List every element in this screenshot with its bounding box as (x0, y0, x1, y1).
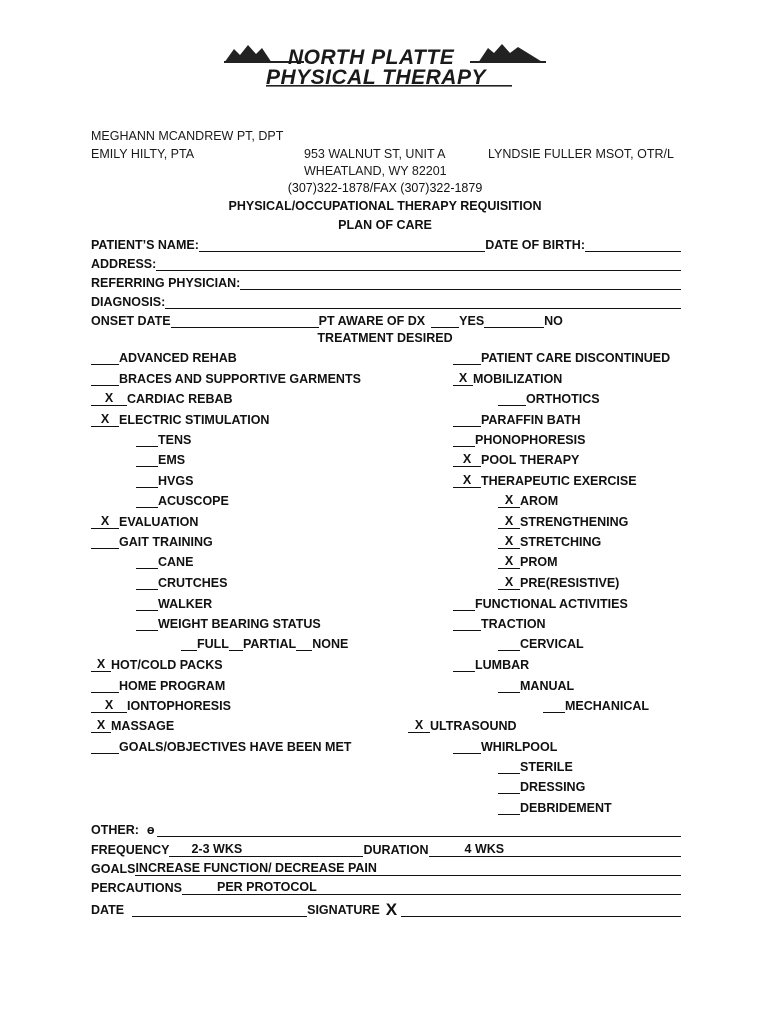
other-row (91, 820, 681, 837)
checklist-item-phonophoresis (453, 433, 585, 447)
ultrasound-check-mark: X (414, 718, 424, 732)
pool-therapy-checkbox-blank[interactable] (453, 453, 481, 467)
checklist-item-traction (453, 617, 546, 631)
checklist-item-manual (498, 679, 574, 693)
duration-value: 4 WKS (464, 842, 505, 856)
checklist-item-stretching (498, 535, 601, 549)
walker-checkbox-blank[interactable] (136, 597, 158, 611)
address-label: ADDRESS: (91, 257, 157, 271)
mobilization-checkbox-blank[interactable] (453, 372, 473, 386)
advanced-rehab-checkbox-blank[interactable] (91, 351, 119, 365)
goals-objectives-have-been-met-checkbox-blank[interactable] (91, 740, 119, 754)
paraffin-bath-checkbox-blank[interactable] (453, 413, 481, 427)
address-row (91, 254, 681, 271)
full-label: FULL (197, 637, 229, 651)
gait-training-label: GAIT TRAINING (119, 535, 213, 549)
frequency-label: FREQUENCY (91, 843, 170, 857)
strengthening-checkbox-blank[interactable] (498, 515, 520, 529)
checklist-item-functional-activities (453, 597, 628, 611)
precautions-row (91, 878, 681, 895)
walker-label: WALKER (158, 597, 213, 611)
full-blank[interactable] (181, 637, 197, 651)
evaluation-label: EVALUATION (119, 515, 199, 529)
signature-field[interactable] (401, 902, 681, 917)
debridement-label: DEBRIDEMENT (520, 801, 612, 815)
electric-stimulation-checkbox-blank[interactable] (91, 413, 119, 427)
iontophoresis-check-mark: X (104, 698, 114, 712)
checklist-item-dressing (498, 780, 585, 794)
checklist-item-weight-bearing-status (136, 617, 321, 631)
hot-cold-packs-check-mark: X (96, 657, 106, 671)
dob-field[interactable] (585, 237, 681, 252)
patient-care-discontinued-label: PATIENT CARE DISCONTINUED (481, 351, 671, 365)
iontophoresis-label: IONTOPHORESIS (127, 699, 231, 713)
checklist-item-gait-training (91, 535, 213, 549)
checklist-item-strengthening (498, 515, 628, 529)
strengthening-label: STRENGTHENING (520, 515, 629, 529)
electric-stimulation-label: ELECTRIC STIMULATION (119, 413, 270, 427)
cardiac-rebab-label: CARDIAC REBAB (127, 392, 233, 406)
referring-physician-label: REFERRING PHYSICIAN: (91, 276, 241, 290)
duration-field[interactable] (429, 842, 681, 857)
checklist-item-therapeutic-exercise (453, 474, 637, 488)
yes-label: YES (459, 314, 485, 328)
checklist-item-debridement (498, 801, 612, 815)
checklist-item-mechanical (543, 699, 649, 713)
treatment-header: TREATMENT DESIRED (317, 331, 453, 345)
signature-label: SIGNATURE (307, 903, 380, 917)
dob-label: DATE OF BIRTH: (485, 238, 585, 252)
stretching-checkbox-blank[interactable] (498, 535, 520, 549)
checklist-item-orthotics (498, 392, 600, 406)
cane-label: CANE (158, 555, 194, 569)
checklist-item-massage (91, 719, 174, 733)
precautions-value: PER PROTOCOL (216, 880, 317, 894)
no-label: NO (544, 314, 563, 328)
onset-date-field[interactable] (171, 313, 319, 328)
goals-value: INCREASE FUNCTION/ DECREASE PAIN (135, 861, 377, 875)
partial-blank[interactable] (229, 637, 243, 651)
phone-fax: (307)322-1878/FAX (307)322-1879 (287, 181, 483, 195)
hot-cold-packs-label: HOT/COLD PACKS (111, 658, 223, 672)
checklist-item-hot-cold-packs (91, 658, 223, 672)
checklist-item-lumbar (453, 658, 529, 672)
weight-bearing-status-checkbox-blank[interactable] (136, 617, 158, 631)
lumbar-label: LUMBAR (475, 658, 530, 672)
crutches-label: CRUTCHES (158, 576, 228, 590)
sterile-checkbox-blank[interactable] (498, 760, 520, 774)
crutches-checkbox-blank[interactable] (136, 576, 158, 590)
arom-label: AROM (520, 494, 559, 508)
checklist-item-pool-therapy (453, 453, 579, 467)
whirlpool-label: WHIRLPOOL (481, 740, 558, 754)
electric-stimulation-check-mark: X (100, 412, 110, 426)
frequency-field[interactable] (169, 842, 363, 857)
prom-label: PROM (520, 555, 558, 569)
mechanical-checkbox-blank[interactable] (543, 699, 565, 713)
checklist-item-walker (136, 597, 212, 611)
checklist-item-mobilization (453, 372, 562, 386)
checklist-item-goals-objectives-have-been-met (91, 740, 351, 754)
checklist-item-hvgs (136, 474, 193, 488)
other-mark: ɵ (146, 823, 155, 837)
home-program-checkbox-blank[interactable] (91, 679, 119, 693)
mobilization-label: MOBILIZATION (473, 372, 563, 386)
staff-name-3: LYNDSIE FULLER MSOT, OTR/L (488, 147, 674, 161)
braces-and-supportive-garments-label: BRACES AND SUPPORTIVE GARMENTS (119, 372, 361, 386)
patient-name-row (91, 235, 681, 252)
hot-cold-packs-checkbox-blank[interactable] (91, 658, 111, 672)
checklist-item-arom (498, 494, 558, 508)
checklist-item-tens (136, 433, 191, 447)
dressing-checkbox-blank[interactable] (498, 780, 520, 794)
date-signature-row (91, 900, 681, 917)
cane-checkbox-blank[interactable] (136, 555, 158, 569)
referring-physician-field[interactable] (240, 275, 681, 290)
evaluation-checkbox-blank[interactable] (91, 515, 119, 529)
other-field[interactable] (157, 822, 681, 837)
frequency-row (91, 840, 681, 857)
cardiac-rebab-checkbox-blank[interactable] (91, 392, 127, 406)
ems-label: EMS (158, 453, 186, 467)
referring-row (91, 273, 681, 290)
precautions-label: PERCAUTIONS (91, 881, 182, 895)
frequency-value: 2-3 WKS (191, 842, 243, 856)
debridement-checkbox-blank[interactable] (498, 801, 520, 815)
no-blank[interactable] (484, 313, 544, 328)
arom-checkbox-blank[interactable] (498, 494, 520, 508)
diagnosis-field[interactable] (165, 294, 681, 309)
other-label: OTHER: (91, 823, 139, 837)
arom-check-mark: X (504, 493, 514, 507)
address-field[interactable] (156, 256, 681, 271)
checklist-item-ems (136, 453, 185, 467)
manual-checkbox-blank[interactable] (498, 679, 520, 693)
checklist-item-patient-care-discontinued (453, 351, 670, 365)
stretching-check-mark: X (504, 534, 514, 548)
home-program-label: HOME PROGRAM (119, 679, 226, 693)
strengthening-check-mark: X (504, 514, 514, 528)
tens-checkbox-blank[interactable] (136, 433, 158, 447)
advanced-rehab-label: ADVANCED REHAB (119, 351, 237, 365)
diagnosis-label: DIAGNOSIS: (91, 295, 166, 309)
mobilization-check-mark: X (458, 371, 468, 385)
checklist-item-evaluation (91, 515, 198, 529)
phonophoresis-checkbox-blank[interactable] (453, 433, 475, 447)
pool-therapy-label: POOL THERAPY (481, 453, 580, 467)
checklist-item-ultrasound (408, 719, 517, 733)
weight-bearing-status-label: WEIGHT BEARING STATUS (158, 617, 321, 631)
checklist-item-paraffin-bath (453, 413, 581, 427)
none-label: NONE (312, 637, 349, 651)
functional-activities-label: FUNCTIONAL ACTIVITIES (475, 597, 628, 611)
phonophoresis-label: PHONOPHORESIS (475, 433, 586, 447)
checklist-item-cane (136, 555, 193, 569)
checklist-item-whirlpool (453, 740, 557, 754)
massage-checkbox-blank[interactable] (91, 719, 111, 733)
goals-field[interactable] (135, 861, 681, 876)
lumbar-checkbox-blank[interactable] (453, 658, 475, 672)
checklist-item-braces-and-supportive-garments (91, 372, 361, 386)
logo-line-2: PHYSICAL THERAPY (266, 66, 486, 89)
ultrasound-label: ULTRASOUND (430, 719, 517, 733)
partial-label: PARTIAL (242, 637, 297, 651)
manual-label: MANUAL (520, 679, 575, 693)
sterile-label: STERILE (520, 760, 573, 774)
functional-activities-checkbox-blank[interactable] (453, 597, 475, 611)
company-logo (220, 40, 550, 92)
orthotics-checkbox-blank[interactable] (498, 392, 526, 406)
logo-line-1: NORTH PLATTE (288, 46, 455, 69)
pre-resistive-check-mark: X (504, 575, 514, 589)
weight-bearing-options (181, 637, 348, 651)
massage-label: MASSAGE (111, 719, 175, 733)
precautions-field[interactable] (182, 880, 681, 895)
duration-label: DURATION (363, 843, 429, 857)
form-subtitle: PLAN OF CARE (338, 218, 432, 232)
checklist-item-electric-stimulation (91, 413, 269, 427)
pre-resistive-checkbox-blank[interactable] (498, 576, 520, 590)
date-field[interactable] (132, 902, 307, 917)
iontophoresis-checkbox-blank[interactable] (91, 699, 127, 713)
address-line-2: WHEATLAND, WY 82201 (304, 164, 447, 178)
goals-label: GOALS (91, 862, 136, 876)
checklist-item-iontophoresis (91, 699, 231, 713)
gait-training-checkbox-blank[interactable] (91, 535, 119, 549)
checklist-item-acuscope (136, 494, 229, 508)
patient-care-discontinued-checkbox-blank[interactable] (453, 351, 481, 365)
staff-name-2: EMILY HILTY, PTA (91, 147, 195, 161)
address-line-1: 953 WALNUT ST, UNIT A (304, 147, 446, 161)
ultrasound-checkbox-blank[interactable] (408, 719, 430, 733)
whirlpool-checkbox-blank[interactable] (453, 740, 481, 754)
massage-check-mark: X (96, 718, 106, 732)
orthotics-label: ORTHOTICS (526, 392, 600, 406)
onset-row (91, 311, 681, 328)
cervical-checkbox-blank[interactable] (498, 637, 520, 651)
checklist-item-cervical (498, 637, 584, 651)
none-blank[interactable] (296, 637, 312, 651)
therapeutic-exercise-checkbox-blank[interactable] (453, 474, 481, 488)
pre-resistive-label: PRE(RESISTIVE) (520, 576, 620, 590)
checklist-item-advanced-rehab (91, 351, 237, 365)
mechanical-label: MECHANICAL (565, 699, 650, 713)
pool-therapy-check-mark: X (462, 452, 472, 466)
date-label: DATE (91, 903, 125, 917)
form-title: PHYSICAL/OCCUPATIONAL THERAPY REQUISITION (228, 199, 542, 213)
acuscope-checkbox-blank[interactable] (136, 494, 158, 508)
checklist-item-pre-resistive (498, 576, 619, 590)
patient-name-label: PATIENT’S NAME: (91, 238, 199, 252)
patient-name-field[interactable] (199, 237, 485, 252)
cardiac-rebab-check-mark: X (104, 391, 114, 405)
staff-name-1: MEGHANN MCANDREW PT, DPT (91, 129, 284, 143)
checklist-item-home-program (91, 679, 225, 693)
prom-checkbox-blank[interactable] (498, 555, 520, 569)
tens-label: TENS (158, 433, 192, 447)
braces-and-supportive-garments-checkbox-blank[interactable] (91, 372, 119, 386)
therapeutic-exercise-label: THERAPEUTIC EXERCISE (481, 474, 637, 488)
checklist-item-cardiac-rebab (91, 392, 233, 406)
dressing-label: DRESSING (520, 780, 586, 794)
onset-date-label: ONSET DATE (91, 314, 171, 328)
checklist-item-prom (498, 555, 558, 569)
traction-label: TRACTION (481, 617, 546, 631)
stretching-label: STRETCHING (520, 535, 602, 549)
diagnosis-row (91, 292, 681, 309)
signature-x-mark: X (385, 900, 398, 919)
yes-blank[interactable] (431, 313, 459, 328)
paraffin-bath-label: PARAFFIN BATH (481, 413, 581, 427)
goals-objectives-have-been-met-label: GOALS/OBJECTIVES HAVE BEEN MET (119, 740, 352, 754)
evaluation-check-mark: X (100, 514, 110, 528)
cervical-label: CERVICAL (520, 637, 584, 651)
hvgs-checkbox-blank[interactable] (136, 474, 158, 488)
prom-check-mark: X (504, 554, 514, 568)
checklist-item-sterile (498, 760, 573, 774)
pt-aware-label: PT AWARE OF DX (318, 314, 426, 328)
goals-row (91, 859, 681, 876)
acuscope-label: ACUSCOPE (158, 494, 229, 508)
therapeutic-exercise-check-mark: X (462, 473, 472, 487)
checklist-item-crutches (136, 576, 227, 590)
ems-checkbox-blank[interactable] (136, 453, 158, 467)
hvgs-label: HVGS (158, 474, 194, 488)
traction-checkbox-blank[interactable] (453, 617, 481, 631)
